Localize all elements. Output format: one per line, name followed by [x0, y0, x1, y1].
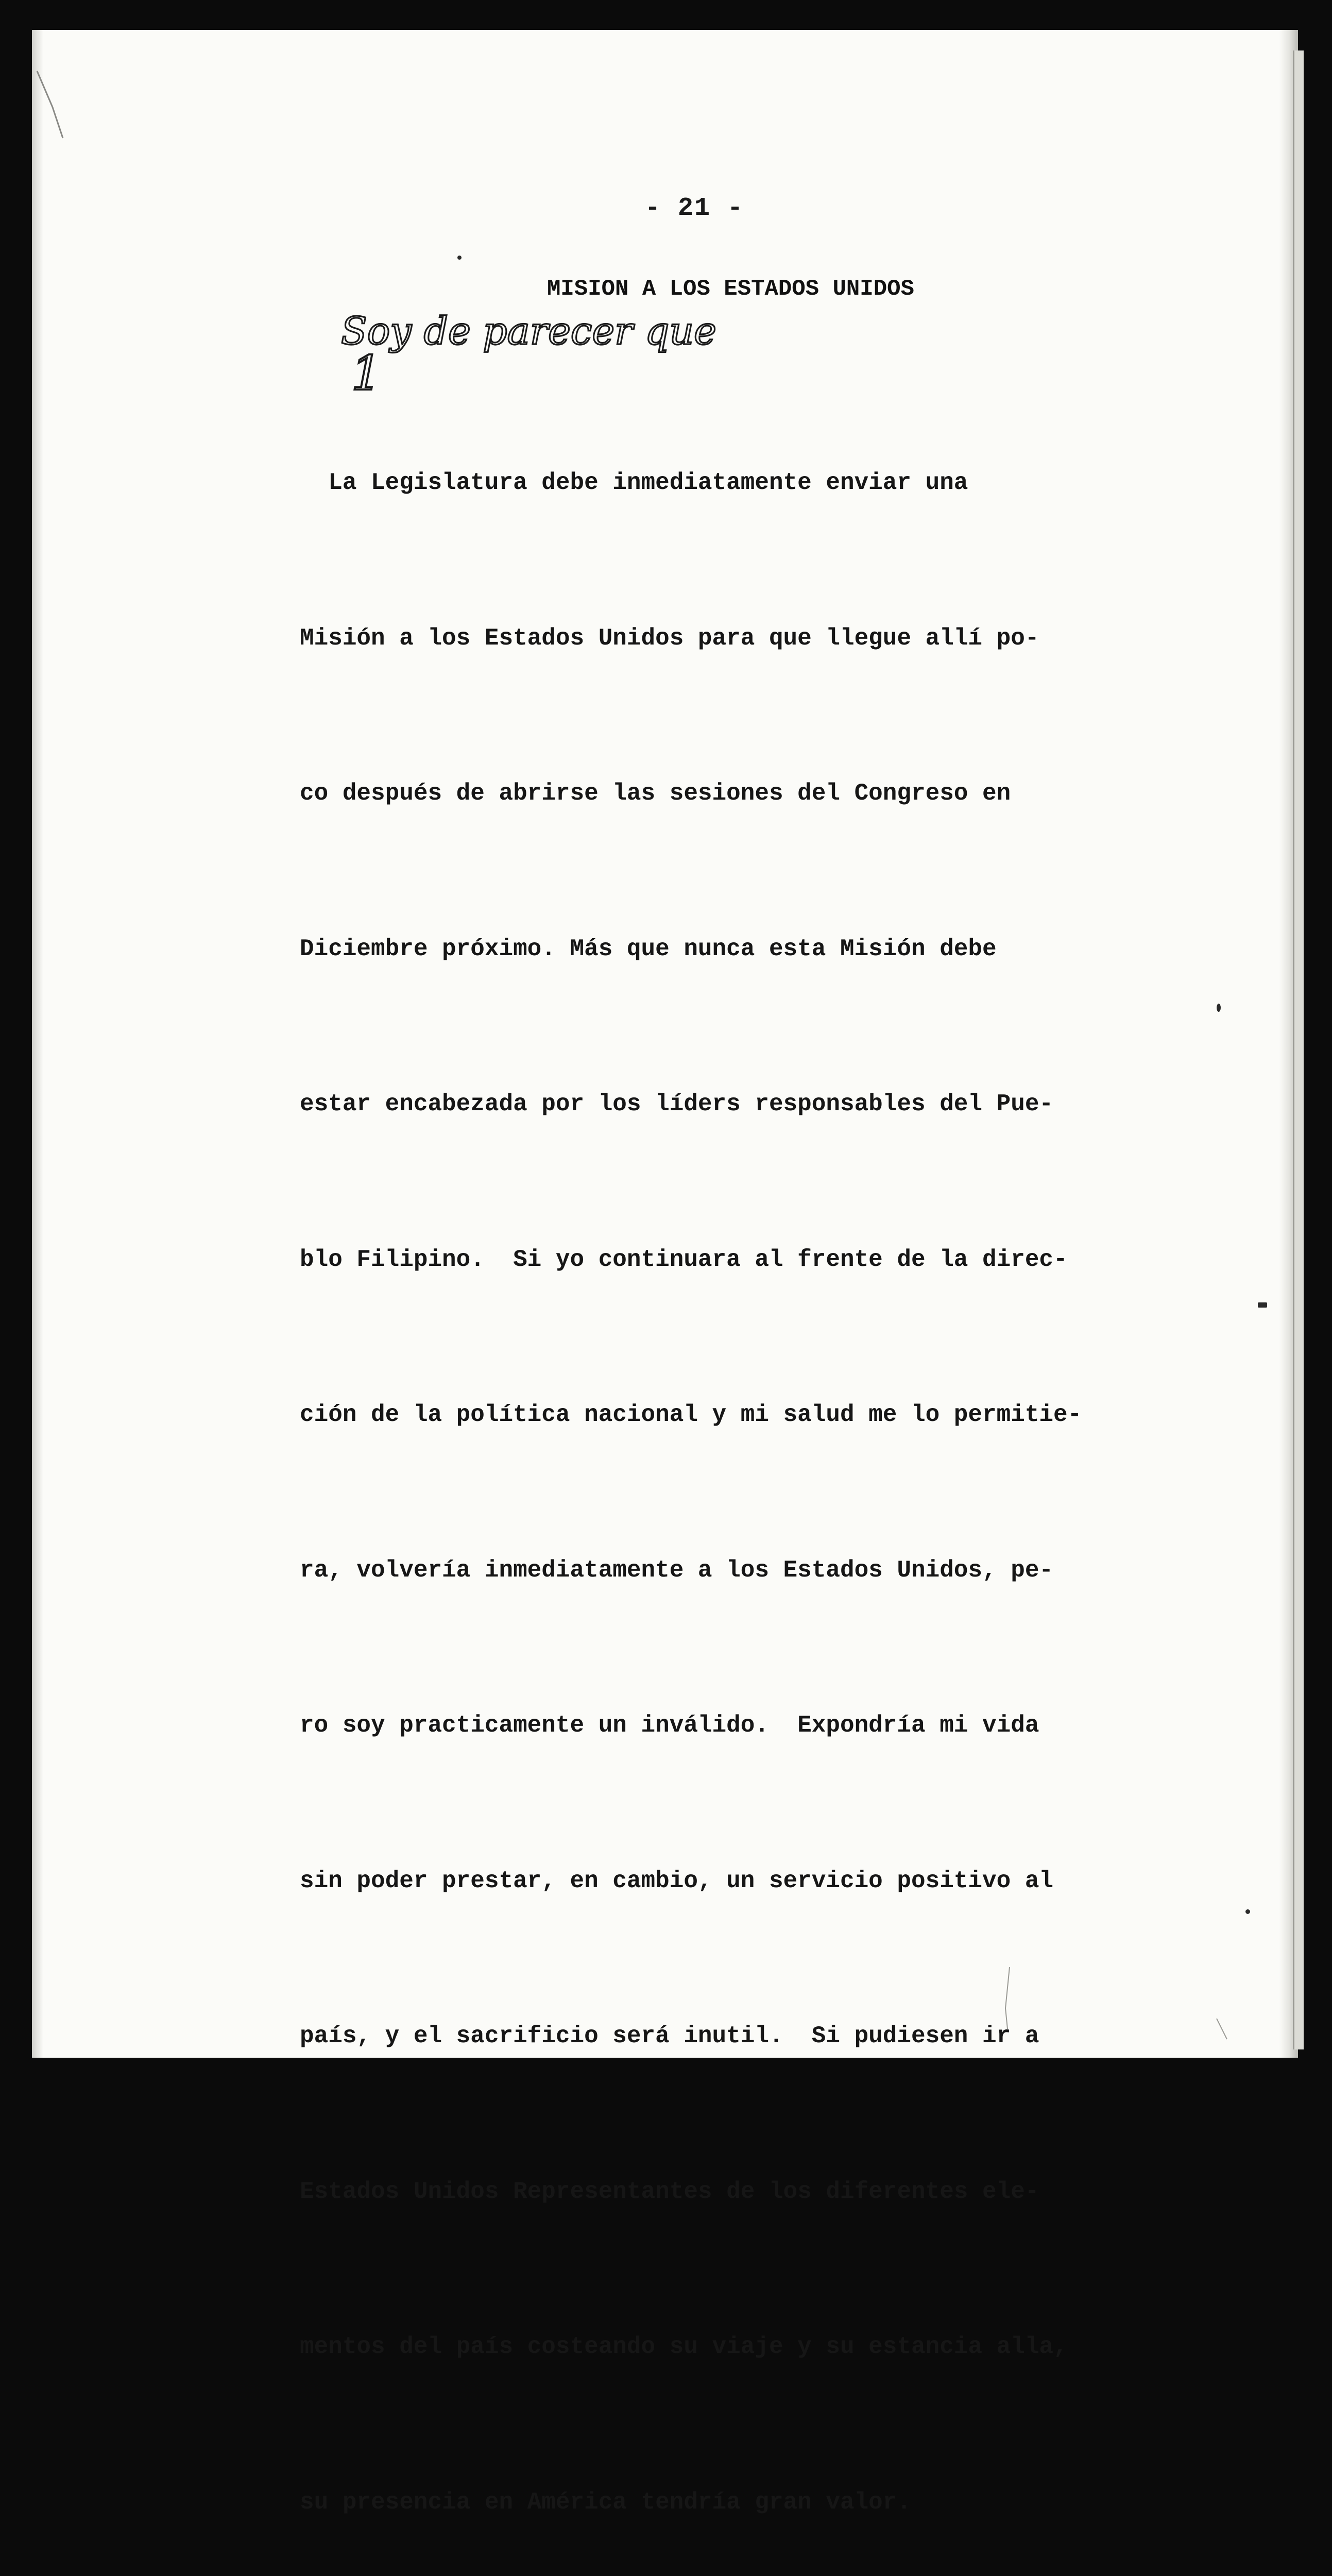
text-line: co después de abrirse las sesiones del Congreso en: [300, 780, 1011, 807]
text-line: ro soy practicamente un inválido. Expondría mi vida: [300, 1712, 1039, 1739]
text-line: ra, volvería inmediatamente a los Estados Unidos, pe-: [300, 1556, 1054, 1584]
bottom-scratch: [1005, 1967, 1010, 2029]
text-line: Misión a los Estados Unidos para que llegue allí po-: [300, 624, 1039, 652]
page-number: - 21 -: [645, 194, 744, 223]
ink-speck: [1258, 1302, 1267, 1308]
handwritten-note: Soy de parecer que: [341, 309, 716, 353]
text-line: Diciembre próximo. Más que nunca esta Misión debe: [300, 935, 997, 962]
ink-speck: [1217, 1004, 1221, 1012]
text-line: mentos del país costeando su viaje y su estancia alla,: [300, 2333, 1068, 2360]
corner-scratch: [37, 71, 63, 138]
text-line: estar encabezada por los líders responsables del Pue-: [300, 1091, 1054, 1117]
text-line: su presencia en América tendría gran valor.: [300, 2488, 911, 2516]
text-line: Estados Unidos Representantes de los diferentes ele-: [300, 2178, 1039, 2205]
handwritten-number: 1: [351, 346, 382, 401]
bottom-scratch: [1217, 2019, 1227, 2039]
page-title: MISION A LOS ESTADOS UNIDOS: [547, 276, 914, 302]
document-page: [32, 30, 1298, 2516]
text-line: blo Filipino. Si yo continuara al frente de la direc-: [300, 1246, 1068, 1273]
text-line: La Legislatura debe inmediatamente enviar una: [300, 469, 968, 496]
scan-artifacts: [32, 30, 1298, 2058]
text-line: país, y el sacrificio será inutil. Si pudiesen ir a: [300, 2023, 1039, 2049]
ink-speck: [1245, 1909, 1250, 1914]
ink-speck: [457, 256, 462, 260]
text-line: ción de la política nacional y mi salud me lo permitie-: [300, 1401, 1082, 1428]
text-line: sin poder prestar, en cambio, un servicio positivo al: [300, 1867, 1054, 1894]
